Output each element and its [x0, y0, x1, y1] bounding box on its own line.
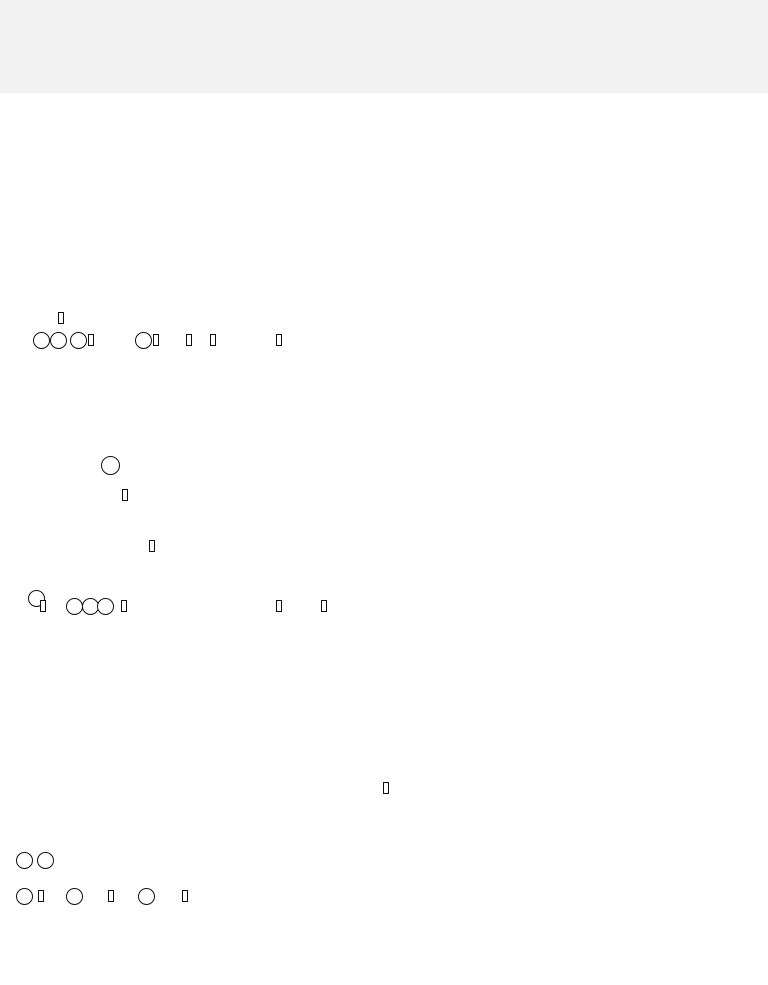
train-number	[121, 600, 127, 612]
train-marker	[16, 852, 33, 869]
train-marker	[70, 332, 87, 349]
train-number	[210, 334, 216, 346]
train-number	[58, 312, 64, 324]
train-marker	[66, 598, 83, 615]
train-number	[383, 782, 389, 794]
train-number	[38, 890, 44, 902]
train-marker	[138, 888, 155, 905]
train-number	[186, 334, 192, 346]
train-marker	[37, 852, 54, 869]
train-marker	[16, 888, 33, 905]
train-number	[153, 334, 159, 346]
train-marker	[50, 332, 67, 349]
train-number	[88, 334, 94, 346]
train-marker	[66, 888, 83, 905]
train-number	[40, 600, 46, 612]
train-marker	[101, 456, 120, 475]
train-marker	[135, 332, 152, 349]
train-number	[149, 540, 155, 552]
train-marker	[97, 598, 114, 615]
train-marker	[33, 332, 50, 349]
train-number	[321, 600, 327, 612]
train-number	[182, 890, 188, 902]
train-number	[122, 489, 128, 501]
train-number	[276, 334, 282, 346]
train-number	[108, 890, 114, 902]
train-number	[276, 600, 282, 612]
